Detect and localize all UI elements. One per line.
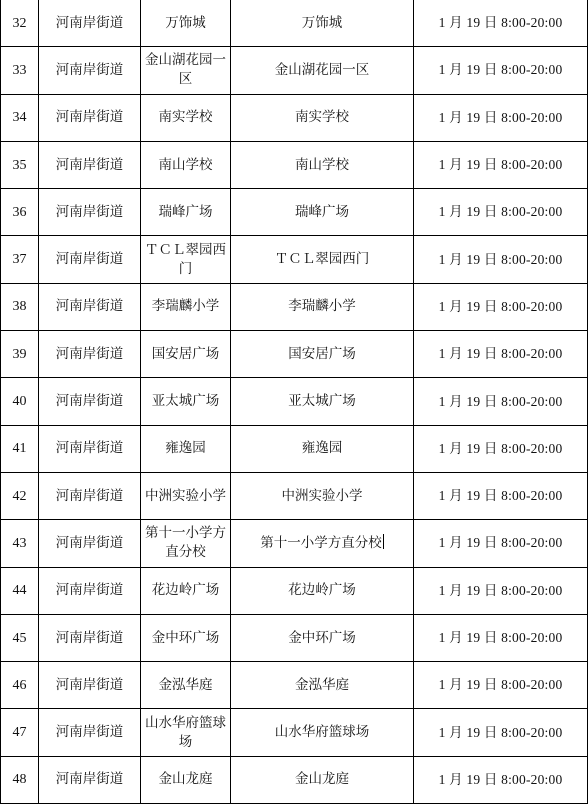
site-full-name-cell <box>231 709 414 756</box>
street-cell-text: 河南岸街道 <box>55 14 124 31</box>
open-time-cell <box>414 472 588 519</box>
row-number-cell-text: 37 <box>12 252 27 268</box>
row-number-cell-text: 46 <box>12 677 27 693</box>
row-number-cell <box>1 189 39 236</box>
row-number-cell <box>1 709 39 756</box>
open-time-cell-text: 1 月 19 日 8:00-20:00 <box>438 157 563 173</box>
row-number-cell-text: 38 <box>12 299 27 315</box>
site-name-cell-text: 山水华府篮球场 <box>145 714 226 750</box>
site-full-name-cell <box>231 614 414 661</box>
street-cell-text: 河南岸街道 <box>55 724 124 741</box>
row-number-cell-text: 44 <box>12 583 27 599</box>
row-number-cell <box>1 47 39 94</box>
open-time-cell-text: 1 月 19 日 8:00-20:00 <box>438 62 563 78</box>
table-row <box>1 141 588 188</box>
open-time-cell <box>414 520 588 567</box>
site-name-cell <box>141 662 231 709</box>
open-time-cell <box>414 567 588 614</box>
table-row <box>1 0 588 47</box>
row-number-cell-text: 41 <box>12 441 27 457</box>
row-number-cell-text: 40 <box>12 394 27 410</box>
open-time-cell-text: 1 月 19 日 8:00-20:00 <box>438 298 563 314</box>
site-full-name-cell-text: 南山学校 <box>295 156 349 173</box>
row-number-cell-text: 42 <box>12 488 27 504</box>
table-row <box>1 520 588 567</box>
open-time-cell <box>414 141 588 188</box>
site-full-name-cell <box>231 378 414 425</box>
row-number-cell-text: 35 <box>12 157 27 173</box>
street-cell-text: 河南岸街道 <box>55 109 124 126</box>
street-cell <box>39 283 141 330</box>
open-time-cell <box>414 283 588 330</box>
open-time-cell <box>414 425 588 472</box>
site-name-cell-text: 中洲实验小学 <box>145 487 226 504</box>
row-number-cell <box>1 614 39 661</box>
site-full-name-cell <box>231 0 414 47</box>
site-name-cell-text: 金中环广场 <box>151 629 220 646</box>
open-time-cell-text: 1 月 19 日 8:00-20:00 <box>438 204 563 220</box>
row-number-cell <box>1 94 39 141</box>
row-number-cell <box>1 567 39 614</box>
site-full-name-cell-text: 南实学校 <box>295 109 349 126</box>
open-time-cell-text: 1 月 19 日 8:00-20:00 <box>438 15 563 31</box>
row-number-cell <box>1 425 39 472</box>
open-time-cell-text: 1 月 19 日 8:00-20:00 <box>438 535 563 551</box>
site-full-name-cell-text: 山水华府篮球场 <box>274 724 370 741</box>
open-time-cell <box>414 709 588 756</box>
site-full-name-cell-text: 亚太城广场 <box>288 393 356 410</box>
table-row <box>1 94 588 141</box>
table-row <box>1 378 588 425</box>
open-time-cell <box>414 47 588 94</box>
street-cell-text: 河南岸街道 <box>55 203 124 220</box>
site-name-cell <box>141 709 231 756</box>
row-number-cell-text: 48 <box>12 772 27 788</box>
street-cell-text: 河南岸街道 <box>55 251 124 268</box>
row-number-cell-text: 36 <box>12 204 27 220</box>
row-number-cell-text: 32 <box>12 15 27 31</box>
site-name-cell <box>141 756 231 803</box>
site-name-cell <box>141 378 231 425</box>
site-full-name-cell <box>231 567 414 614</box>
row-number-cell <box>1 662 39 709</box>
open-time-cell-text: 1 月 19 日 8:00-20:00 <box>438 630 563 645</box>
row-number-cell-text: 43 <box>12 535 27 551</box>
street-cell-text: 河南岸街道 <box>55 61 124 78</box>
site-name-cell <box>141 472 231 519</box>
site-full-name-cell <box>231 425 414 472</box>
table-row <box>1 189 588 236</box>
street-cell <box>39 567 141 614</box>
open-time-cell <box>414 94 588 141</box>
row-number-cell <box>1 520 39 567</box>
site-name-cell-text: 花边岭广场 <box>151 582 220 599</box>
site-name-cell <box>141 520 231 567</box>
street-cell <box>39 472 141 519</box>
open-time-cell-text: 1 月 19 日 8:00-20:00 <box>438 582 563 598</box>
street-cell <box>39 0 141 47</box>
table-row <box>1 662 588 709</box>
site-name-cell-text: 李瑞麟小学 <box>151 298 220 315</box>
table-row <box>1 756 588 803</box>
row-number-cell <box>1 756 39 803</box>
open-time-cell <box>414 756 588 803</box>
site-full-name-cell <box>231 47 414 94</box>
street-cell-text: 河南岸街道 <box>55 771 124 788</box>
open-time-cell-text: 1 月 19 日 8:00-20:00 <box>438 251 563 267</box>
open-time-cell-text: 1 月 19 日 8:00-20:00 <box>438 771 563 787</box>
open-time-cell-text: 1 月 19 日 8:00-20:00 <box>438 393 563 409</box>
table-row <box>1 236 588 283</box>
site-full-name-cell-text: 花边岭广场 <box>288 582 356 599</box>
table-row <box>1 425 588 472</box>
street-cell <box>39 709 141 756</box>
open-time-cell <box>414 378 588 425</box>
site-name-cell <box>141 189 231 236</box>
street-cell <box>39 236 141 283</box>
site-name-cell <box>141 236 231 283</box>
site-full-name-cell-text: 李瑞麟小学 <box>288 298 356 315</box>
table-row <box>1 283 588 330</box>
street-cell <box>39 756 141 803</box>
street-cell <box>39 662 141 709</box>
open-time-cell-text: 1 月 19 日 8:00-20:00 <box>438 724 563 740</box>
open-time-cell <box>414 662 588 709</box>
site-full-name-cell <box>231 520 414 567</box>
street-cell-text: 河南岸街道 <box>55 582 124 599</box>
site-full-name-cell <box>231 331 414 378</box>
street-cell <box>39 141 141 188</box>
open-time-cell-text: 1 月 19 日 8:00-20:00 <box>438 440 563 456</box>
site-name-cell-text: 国安居广场 <box>151 345 220 362</box>
street-cell-text: 河南岸街道 <box>55 345 124 362</box>
row-number-cell-text: 45 <box>12 630 27 646</box>
row-number-cell-text: 33 <box>12 62 27 78</box>
site-full-name-cell-text: 国安居广场 <box>288 345 356 362</box>
site-name-cell-text: 金山龙庭 <box>158 771 213 788</box>
open-time-cell-text: 1 月 19 日 8:00-20:00 <box>438 677 563 693</box>
open-time-cell <box>414 0 588 47</box>
street-cell-text: 河南岸街道 <box>55 534 124 551</box>
site-full-name-cell-text: 万饰城 <box>301 14 343 31</box>
site-name-cell <box>141 614 231 661</box>
site-full-name-cell-text: 金山湖花园一区 <box>274 61 370 78</box>
row-number-cell-text: 34 <box>12 110 27 126</box>
schedule-table-body <box>1 0 588 804</box>
street-cell <box>39 94 141 141</box>
row-number-cell-text: 47 <box>12 725 27 741</box>
site-full-name-cell <box>231 141 414 188</box>
site-full-name-cell <box>231 662 414 709</box>
site-name-cell-text: 金泓华庭 <box>158 676 213 693</box>
site-name-cell-text: 亚太城广场 <box>151 393 220 410</box>
site-name-cell-text: ＴＣＬ翠园西门 <box>145 241 226 277</box>
site-name-cell-text: 雍逸园 <box>165 440 206 457</box>
row-number-cell <box>1 331 39 378</box>
street-cell-text: 河南岸街道 <box>55 156 124 173</box>
street-cell <box>39 425 141 472</box>
street-cell-text: 河南岸街道 <box>55 629 124 646</box>
table-row <box>1 47 588 94</box>
street-cell-text: 河南岸街道 <box>55 676 124 693</box>
site-name-cell <box>141 94 231 141</box>
street-cell <box>39 614 141 661</box>
site-full-name-cell-text: 金中环广场 <box>288 629 356 646</box>
site-full-name-cell <box>231 94 414 141</box>
street-cell <box>39 520 141 567</box>
row-number-cell <box>1 141 39 188</box>
row-number-cell <box>1 236 39 283</box>
site-full-name-cell-text: 第十一小学方直分校 <box>260 534 382 551</box>
row-number-cell <box>1 0 39 47</box>
site-name-cell <box>141 567 231 614</box>
open-time-cell <box>414 331 588 378</box>
table-row <box>1 709 588 756</box>
row-number-cell-text: 39 <box>12 346 27 362</box>
table-row <box>1 331 588 378</box>
site-full-name-cell <box>231 283 414 330</box>
site-name-cell <box>141 0 231 47</box>
site-full-name-cell <box>231 756 414 803</box>
site-name-cell-text: 金山湖花园一区 <box>145 52 226 88</box>
table-row <box>1 614 588 661</box>
street-cell-text: 河南岸街道 <box>55 440 124 457</box>
site-name-cell-text: 第十一小学方直分校 <box>145 525 226 561</box>
site-name-cell-text: 万饰城 <box>165 14 206 31</box>
site-full-name-cell-text: 金泓华庭 <box>295 676 349 693</box>
site-full-name-cell <box>231 236 414 283</box>
street-cell <box>39 189 141 236</box>
site-full-name-cell-text: 瑞峰广场 <box>295 203 349 220</box>
site-name-cell <box>141 425 231 472</box>
open-time-cell <box>414 189 588 236</box>
site-full-name-cell <box>231 472 414 519</box>
street-cell <box>39 378 141 425</box>
site-full-name-cell-text: 金山龙庭 <box>295 771 349 788</box>
street-cell-text: 河南岸街道 <box>55 487 124 504</box>
row-number-cell <box>1 283 39 330</box>
open-time-cell <box>414 236 588 283</box>
row-number-cell <box>1 472 39 519</box>
site-name-cell-text: 南实学校 <box>158 109 213 126</box>
site-name-cell <box>141 283 231 330</box>
site-name-cell <box>141 141 231 188</box>
site-full-name-cell-text: 雍逸园 <box>301 440 343 457</box>
open-time-cell-text: 1 月 19 日 8:00-20:00 <box>438 109 563 125</box>
text-cursor <box>383 534 384 549</box>
site-name-cell <box>141 47 231 94</box>
site-full-name-cell-text: ＴＣＬ翠园西门 <box>274 251 370 268</box>
site-name-cell-text: 瑞峰广场 <box>158 203 213 220</box>
open-time-cell-text: 1 月 19 日 8:00-20:00 <box>438 346 563 362</box>
site-full-name-cell <box>231 189 414 236</box>
open-time-cell <box>414 614 588 661</box>
row-number-cell <box>1 378 39 425</box>
site-full-name-cell-text: 中洲实验小学 <box>281 487 363 504</box>
site-name-cell <box>141 331 231 378</box>
street-cell-text: 河南岸街道 <box>55 298 124 315</box>
site-name-cell-text: 南山学校 <box>158 156 213 173</box>
open-time-cell-text: 1 月 19 日 8:00-20:00 <box>438 488 563 504</box>
street-cell <box>39 331 141 378</box>
table-row <box>1 567 588 614</box>
street-cell <box>39 47 141 94</box>
table-row <box>1 472 588 519</box>
street-cell-text: 河南岸街道 <box>55 393 124 410</box>
